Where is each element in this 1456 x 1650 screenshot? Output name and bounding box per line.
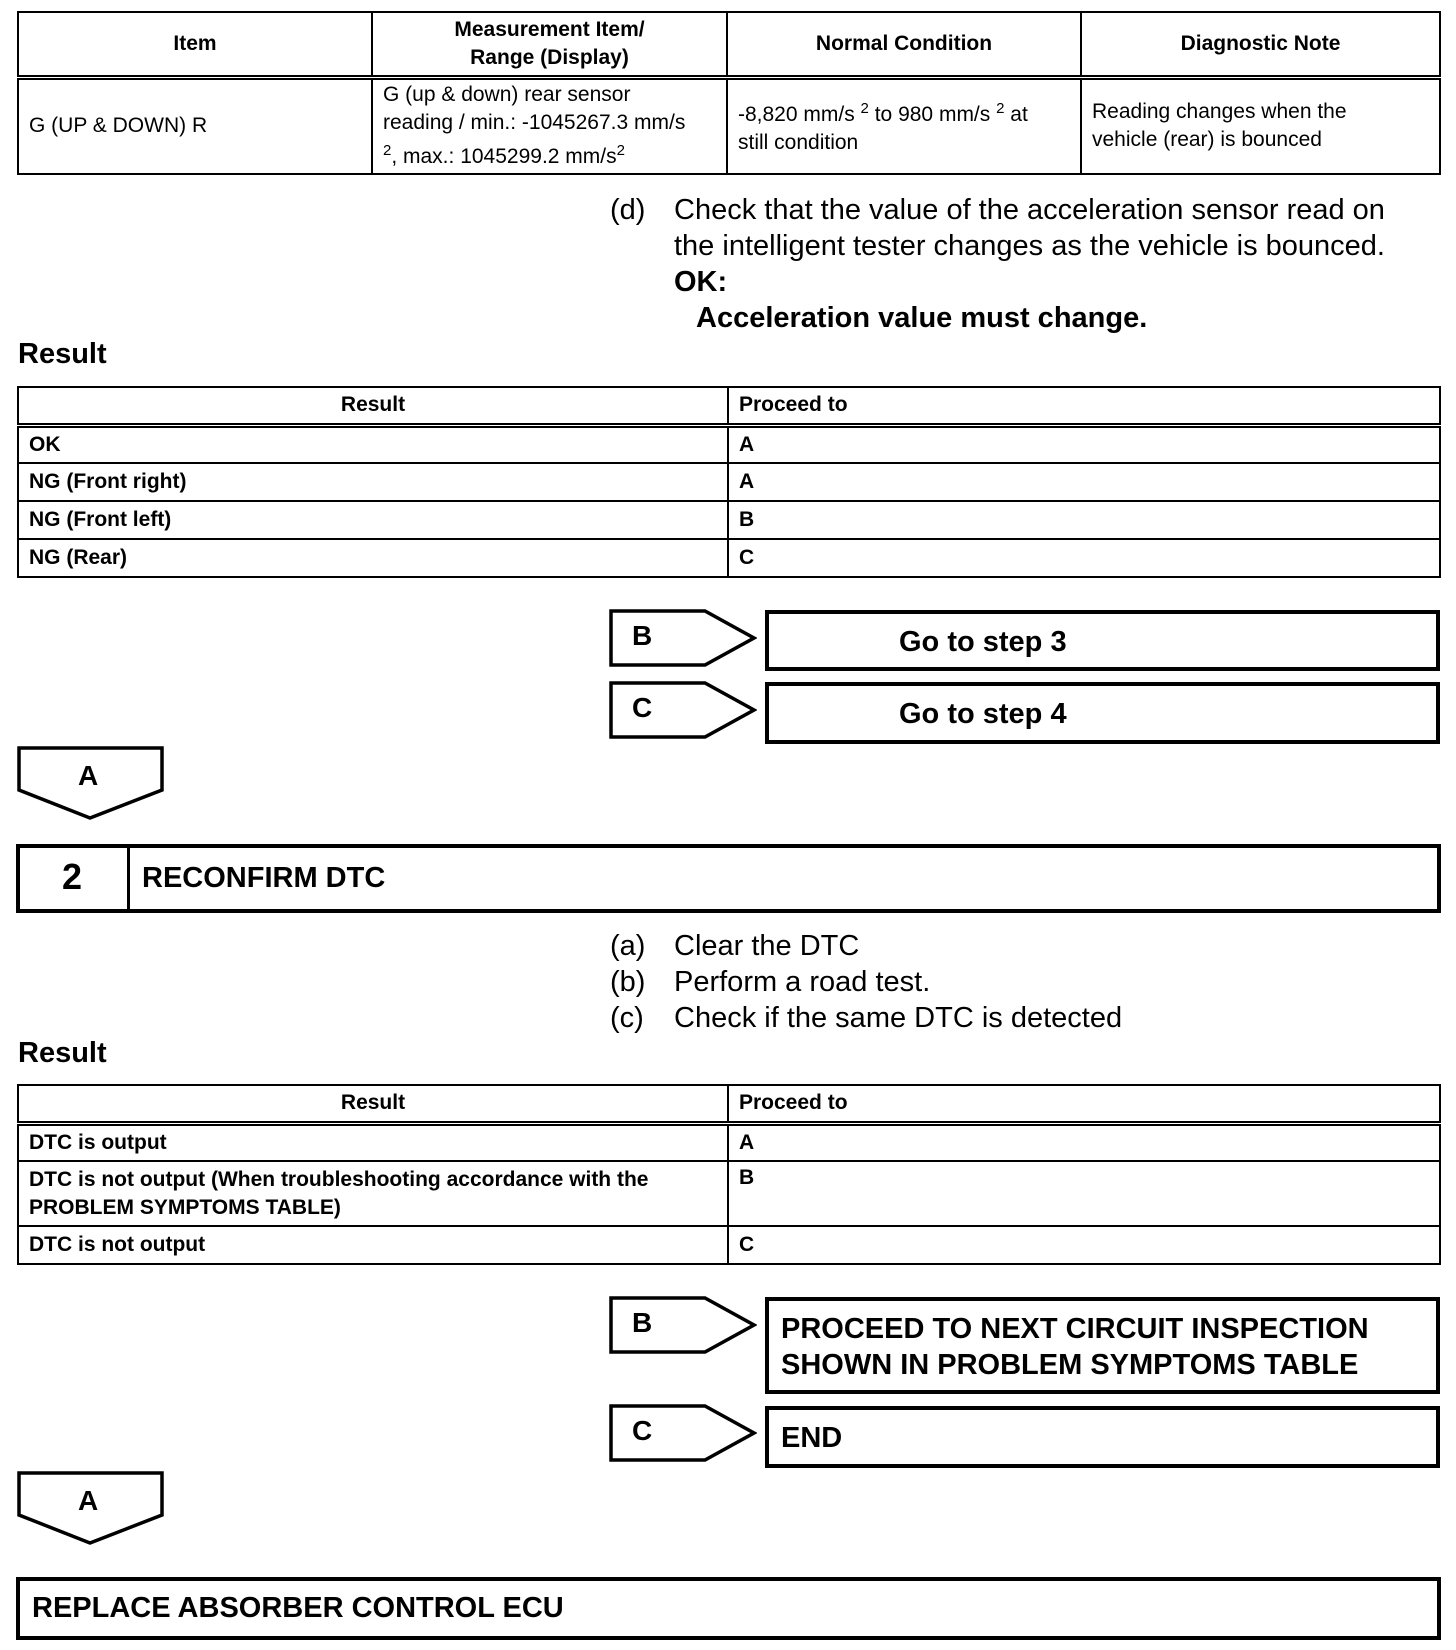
step-2-number: 2 <box>62 856 83 897</box>
table-row <box>18 501 1440 539</box>
result1-proceed: B <box>728 501 1440 539</box>
replace-ecu-text: REPLACE ABSORBER CONTROL ECU <box>32 1592 564 1624</box>
normal-c: at <box>1004 103 1028 127</box>
range-sup1: 2 <box>383 142 392 160</box>
down-letter-a-2: A <box>78 1485 99 1516</box>
result2-proceed: C <box>728 1226 1440 1264</box>
range-line3 <box>383 137 716 171</box>
proceed-next-circuit-box <box>765 1297 1440 1394</box>
step-d-line2: the intelligent tester changes as the vehicle is bounced. <box>674 230 1385 262</box>
step-2-title: RECONFIRM DTC <box>142 862 386 894</box>
branch-letter-b-1: B <box>632 620 653 651</box>
go-to-step-4-box <box>765 682 1440 744</box>
branch-letter-b-2: B <box>632 1307 653 1338</box>
result1-proceed: A <box>728 425 1440 463</box>
result2-header-result: Result <box>18 1085 728 1123</box>
result1-cell: OK <box>18 425 728 463</box>
step-d-line1: Check that the value of the acceleration sensor read on <box>674 194 1385 226</box>
go-to-step-3-text: Go to step 3 <box>899 626 1067 658</box>
branch-letter-c-2: C <box>632 1415 653 1446</box>
down-letter-a-1: A <box>78 760 99 791</box>
proceed-next-circuit-line2: SHOWN IN PROBLEM SYMPTOMS TABLE <box>781 1349 1359 1381</box>
normal-line2: still condition <box>738 131 859 155</box>
result2-cell: DTC is not output (When troubleshooting accordance with the PROBLEM SYMPTOMS TABLE) <box>18 1161 728 1226</box>
measurement-table <box>17 11 1441 175</box>
range-line2: reading / min.: -1045267.3 mm/s <box>383 111 686 135</box>
header-measurement-item-text: Measurement Item/ Range (Display) <box>454 17 645 69</box>
header-normal-condition: Normal Condition <box>727 12 1081 77</box>
cell-note <box>1081 77 1440 174</box>
go-to-step-3-box <box>765 610 1440 671</box>
result-table-2 <box>17 1084 1441 1265</box>
step-2-items <box>610 928 1440 1038</box>
table-row <box>18 1123 1440 1161</box>
result2-cell: DTC is not output <box>18 1226 728 1264</box>
normal-line1 <box>738 95 1070 129</box>
normal-sup2: 2 <box>996 100 1005 118</box>
header-measurement-item <box>372 12 727 77</box>
step-2-box <box>16 844 1441 913</box>
header-diagnostic-note: Diagnostic Note <box>1081 12 1440 77</box>
step-2-divider <box>127 848 130 909</box>
step-d <box>610 192 1440 342</box>
proceed-next-circuit-line1: PROCEED TO NEXT CIRCUIT INSPECTION <box>781 1313 1369 1345</box>
table-row <box>18 1161 1440 1226</box>
result1-proceed: C <box>728 539 1440 577</box>
note-line2: vehicle (rear) is bounced <box>1092 128 1322 152</box>
result1-header-proceed: Proceed to <box>728 387 1440 425</box>
header-item: Item <box>18 12 372 77</box>
end-box <box>765 1406 1440 1468</box>
result-title-2: Result <box>18 1037 107 1069</box>
result-table-1 <box>17 386 1441 578</box>
step-2-item-c-label: (c) <box>610 1002 644 1034</box>
table-row <box>18 539 1440 577</box>
range-sup2: 2 <box>616 142 625 160</box>
step-2-item-a-label: (a) <box>610 930 646 962</box>
go-to-step-4-text: Go to step 4 <box>899 698 1067 730</box>
result2-proceed: A <box>728 1123 1440 1161</box>
cell-normal <box>727 77 1081 174</box>
table-row <box>18 1226 1440 1264</box>
end-text: END <box>781 1422 843 1454</box>
result1-cell: NG (Rear) <box>18 539 728 577</box>
normal-b: to 980 mm/s <box>868 103 997 127</box>
result1-proceed: A <box>728 463 1440 501</box>
result1-cell: NG (Front right) <box>18 463 728 501</box>
step-2-item-c-text: Check if the same DTC is detected <box>674 1002 1123 1034</box>
step-2-item-b-label: (b) <box>610 966 646 998</box>
result1-header-result: Result <box>18 387 728 425</box>
ok-text: Acceleration value must change. <box>696 302 1148 334</box>
note-line1: Reading changes when the <box>1092 100 1347 124</box>
result-title-1: Result <box>18 338 107 370</box>
range-line1: G (up & down) rear sensor <box>383 83 631 107</box>
step-2-item-b-text: Perform a road test. <box>674 966 931 998</box>
cell-range <box>372 77 727 174</box>
result2-cell: DTC is output <box>18 1123 728 1161</box>
normal-sup1: 2 <box>860 100 869 118</box>
result2-header-proceed: Proceed to <box>728 1085 1440 1123</box>
cell-item: G (UP & DOWN) R <box>18 77 372 174</box>
ok-label: OK: <box>674 266 728 298</box>
normal-a: -8,820 mm/s <box>738 103 861 127</box>
step-2-item-a-text: Clear the DTC <box>674 930 860 962</box>
result1-cell: NG (Front left) <box>18 501 728 539</box>
step-d-label: (d) <box>610 194 646 226</box>
table-row <box>18 463 1440 501</box>
table-row <box>18 425 1440 463</box>
branch-letter-c-1: C <box>632 692 653 723</box>
result2-proceed: B <box>728 1161 1440 1226</box>
range-line3-text: , max.: 1045299.2 mm/s <box>391 145 617 169</box>
replace-ecu-box <box>16 1577 1441 1640</box>
